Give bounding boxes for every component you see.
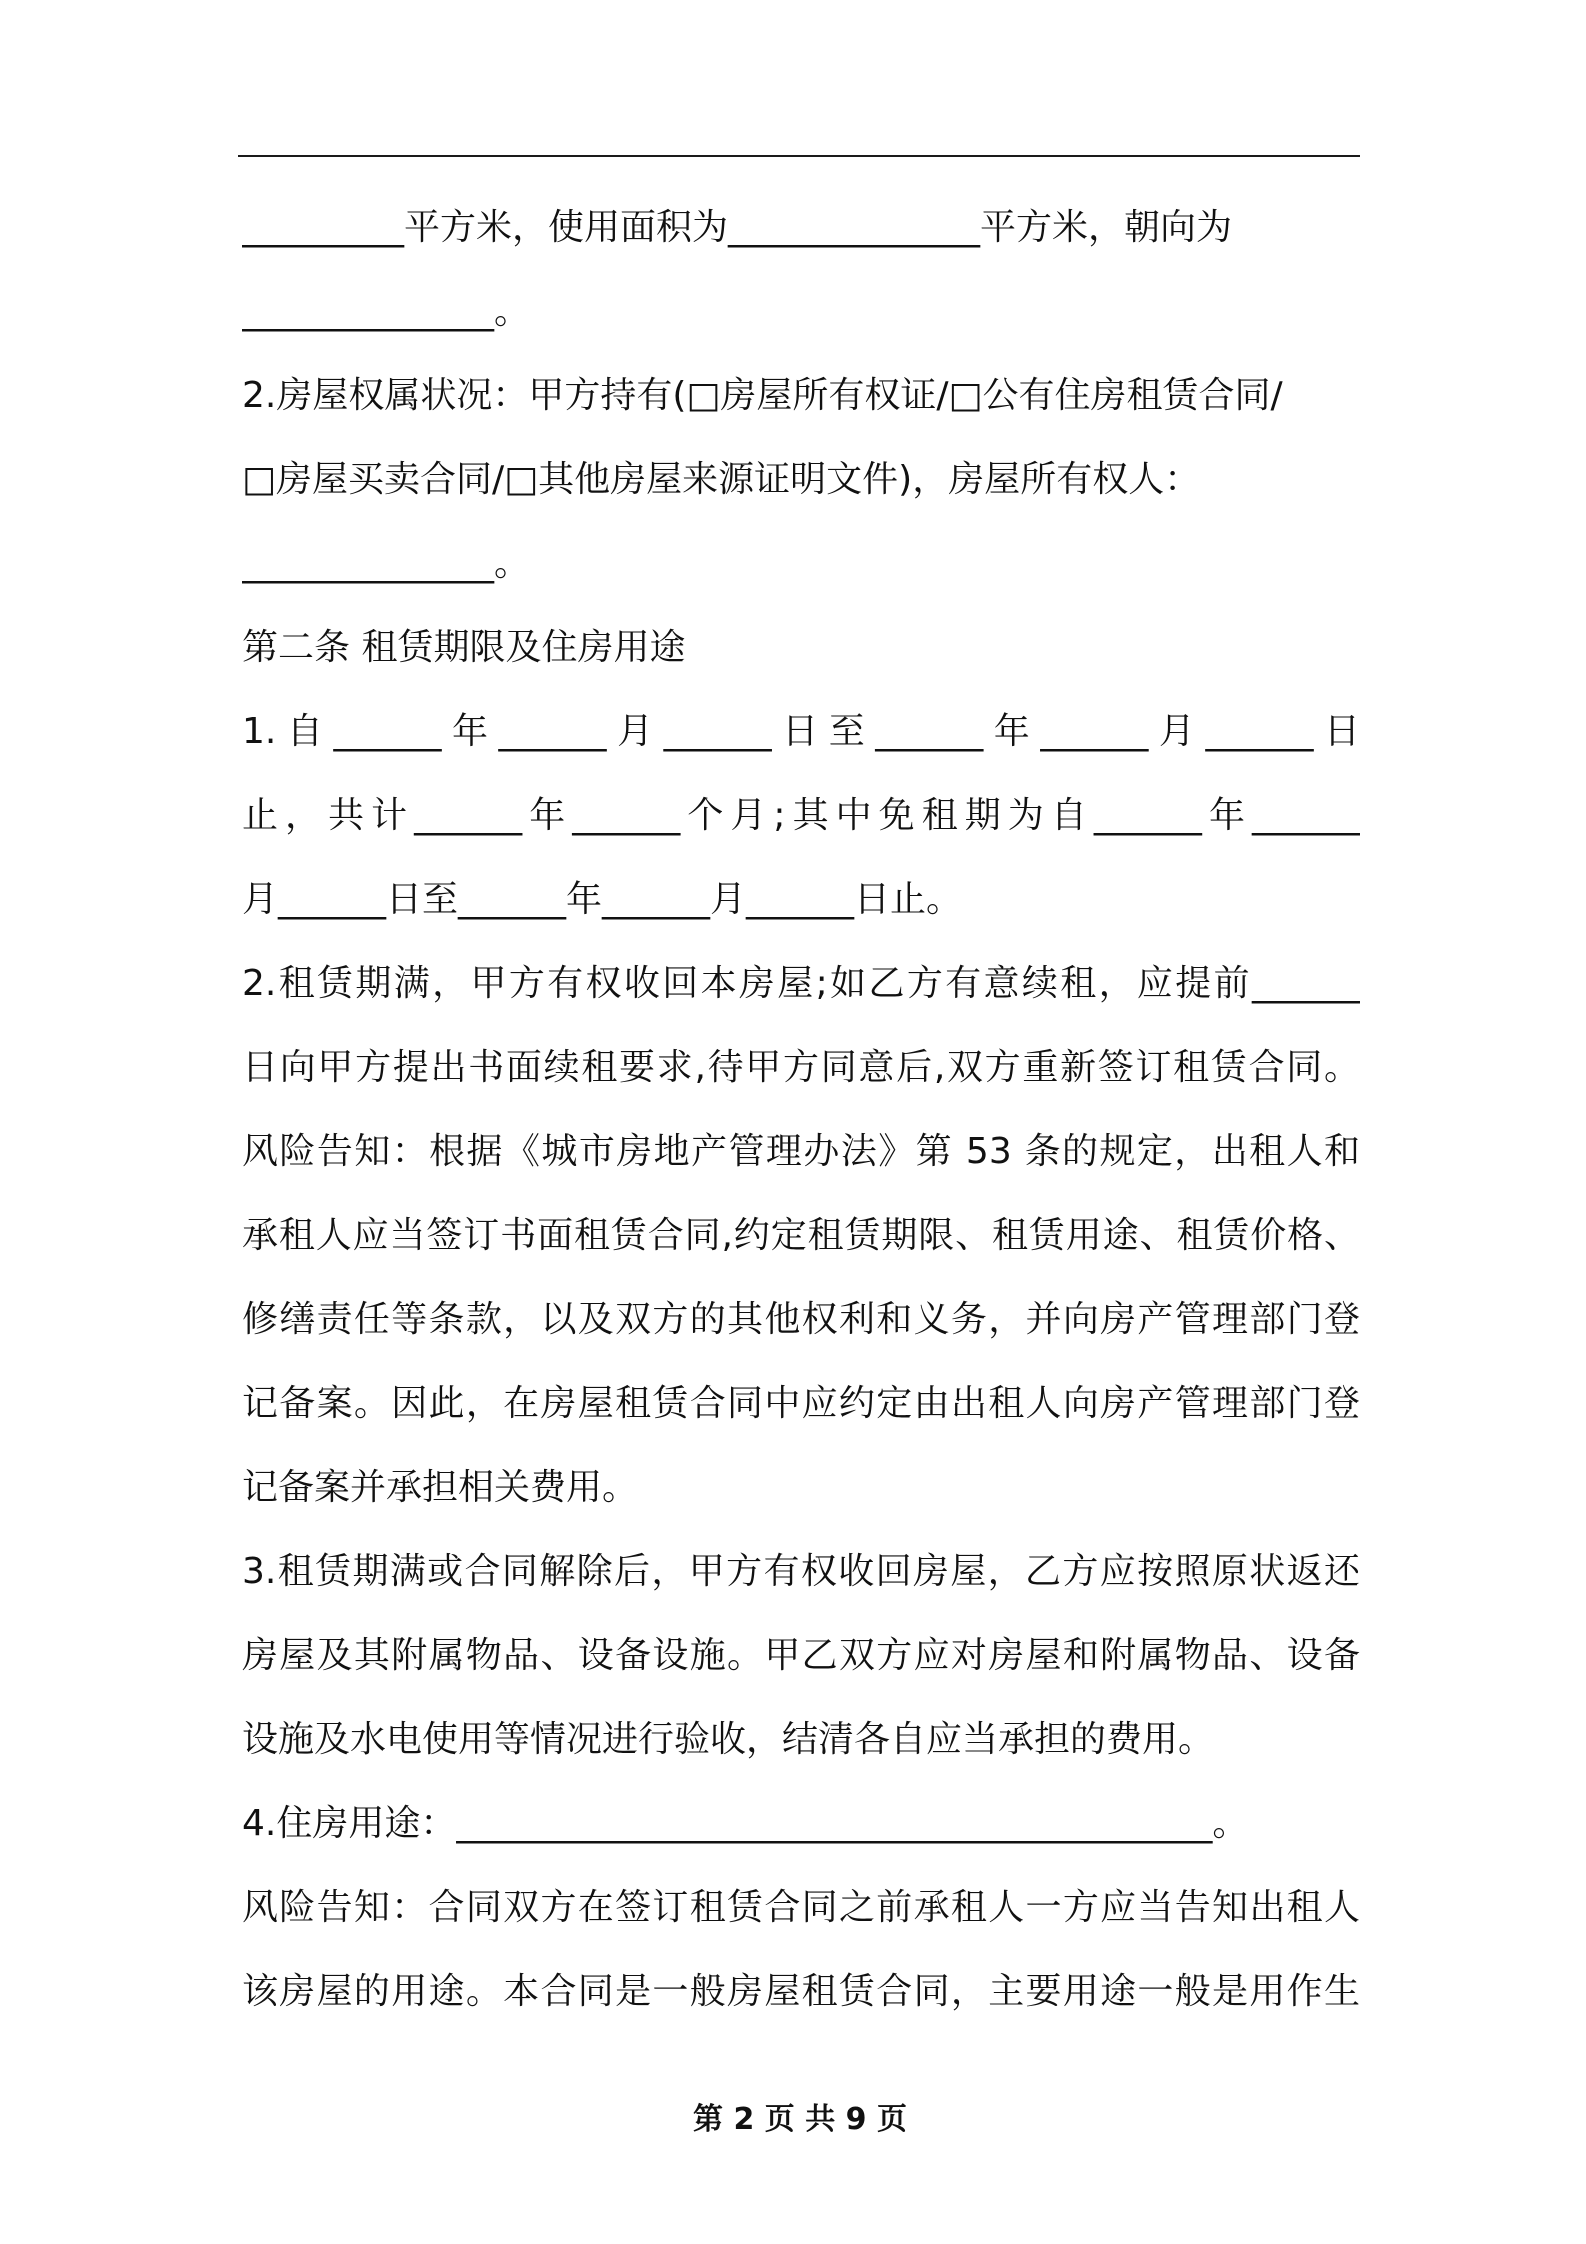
text-line: 月______日至______年______月______日止。 — [242, 879, 963, 920]
text-line: 该房屋的用途。本合同是一般房屋租赁合同，主要用途一般是用作生 — [242, 1971, 1360, 2012]
text-line: 设施及水电使用等情况进行验收，结清各自应当承担的费用。 — [242, 1719, 1215, 1760]
text-line: 记备案。因此，在房屋租赁合同中应约定由出租人向房产管理部门登 — [242, 1383, 1360, 1424]
header-rule — [238, 155, 1360, 157]
text-line: □房屋买卖合同/□其他房屋来源证明文件)，房屋所有权人： — [242, 459, 1201, 500]
text-line: 修缮责任等条款，以及双方的其他权利和义务，并向房产管理部门登 — [242, 1299, 1360, 1340]
text-line: 承租人应当签订书面租赁合同,约定租赁期限、租赁用途、租赁价格、 — [242, 1215, 1360, 1256]
document-body — [242, 186, 1360, 2034]
text-line: 止，共计______年______个月;其中免租期为自______年______ — [242, 795, 1360, 836]
text-line: _________平方米，使用面积为______________平方米，朝向为 — [242, 207, 1233, 248]
text-line: 4.住房用途：__________________________________________。 — [242, 1803, 1249, 1844]
text-line: 日向甲方提出书面续租要求,待甲方同意后,双方重新签订租赁合同。 — [242, 1047, 1360, 1088]
text-line: 记备案并承担相关费用。 — [242, 1467, 639, 1508]
text-line: 风险告知：合同双方在签订租赁合同之前承租人一方应当告知出租人 — [242, 1887, 1360, 1928]
text-line: 2.租赁期满，甲方有权收回本房屋;如乙方有意续租，应提前______ — [242, 963, 1360, 1004]
text-line: ______________。 — [242, 291, 530, 332]
text-line: 风险告知：根据《城市房地产管理办法》第 53 条的规定，出租人和 — [242, 1131, 1360, 1172]
page-number: 第 2 页 共 9 页 — [693, 2102, 907, 2137]
text-line: ______________。 — [242, 543, 530, 584]
text-line: 房屋及其附属物品、设备设施。甲乙双方应对房屋和附属物品、设备 — [242, 1635, 1360, 1676]
section-heading: 第二条 租赁期限及住房用途 — [242, 627, 686, 668]
text-line: 1.自______年______月______日至______年______月______日 — [242, 711, 1360, 752]
text-line: 3.租赁期满或合同解除后，甲方有权收回房屋，乙方应按照原状返还 — [242, 1551, 1360, 1592]
text-line: 2.房屋权属状况：甲方持有(□房屋所有权证/□公有住房租赁合同/ — [242, 375, 1283, 416]
